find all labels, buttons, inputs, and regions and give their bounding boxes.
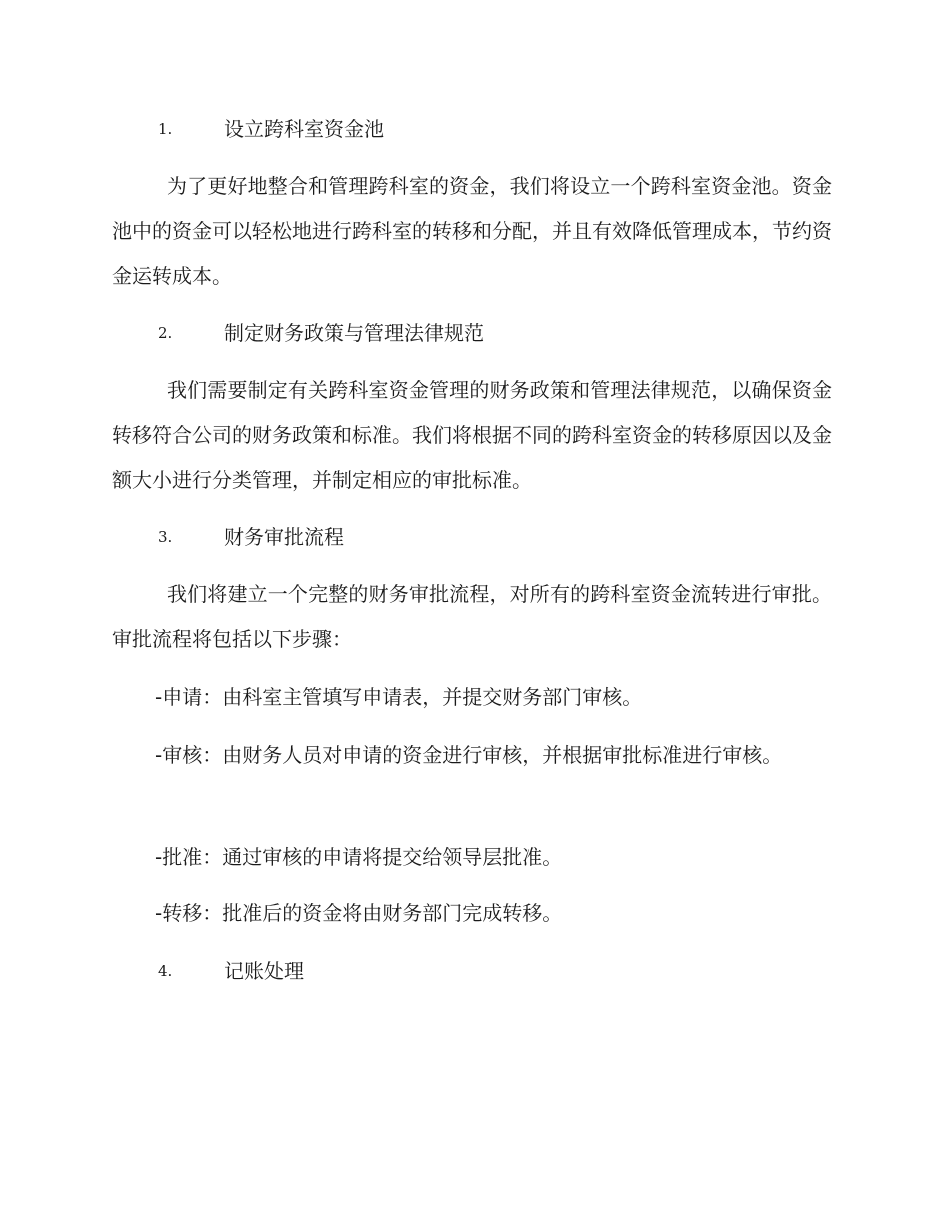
section-2-title: 制定财务政策与管理法律规范 (224, 321, 484, 345)
section-4-heading (0, 954, 950, 988)
section-4-title: 记账处理 (224, 959, 304, 983)
section-2-paragraph: 我们需要制定有关跨科室资金管理的财务政策和管理法律规范，以确保资金转移符合公司的财务政策和标准。我们将根据不同的跨科室资金的转移原因以及金额大小进行分类管理，并制定相应的审批标准。 (112, 378, 832, 492)
step-apply: -申请：由科室主管填写申请表，并提交财务部门审核。 (155, 685, 643, 709)
section-3-number: 3. (158, 528, 173, 546)
step-transfer: -转移：批准后的资金将由财务部门完成转移。 (155, 901, 563, 925)
step-review: -审核：由财务人员对申请的资金进行审核，并根据审批标准进行审核。 (155, 743, 783, 767)
section-1-number: 1. (158, 120, 173, 138)
section-1-paragraph: 为了更好地整合和管理跨科室的资金，我们将设立一个跨科室资金池。资金池中的资金可以轻松地进行跨科室的转移和分配，并且有效降低管理成本，节约资金运转成本。 (112, 174, 832, 288)
section-3-heading (0, 520, 950, 554)
section-3-paragraph: 我们将建立一个完整的财务审批流程，对所有的跨科室资金流转进行审批。审批流程将包括以下步骤： (112, 582, 832, 651)
section-4-number: 4. (158, 962, 173, 980)
step-approve: -批准：通过审核的申请将提交给领导层批准。 (155, 845, 563, 869)
section-3-title: 财务审批流程 (224, 525, 344, 549)
section-1-title: 设立跨科室资金池 (224, 117, 384, 141)
section-1-heading (0, 112, 950, 146)
section-2-number: 2. (158, 324, 173, 342)
section-2-heading (0, 316, 950, 350)
